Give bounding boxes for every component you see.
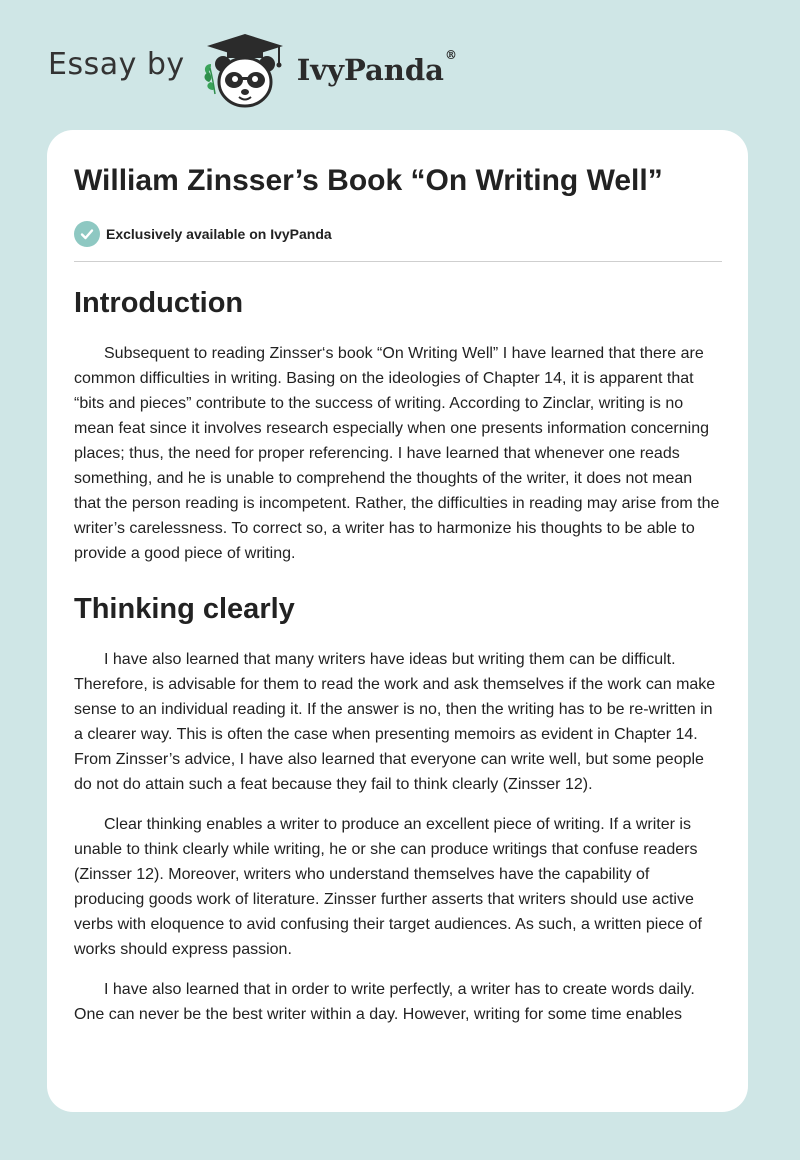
paragraph: Clear thinking enables a writer to produce an excellent piece of writing. If a writer is unable to think clearly while writing, he or she can produce writings that confuse readers (Zinsser 12). Moreover, writers who understand themselves have the capability of producing goods work of literature. Zinsser further asserts that writers should use active verbs with eloquence to avid confusing their target audiences. As such, a written piece of works should express passion. (74, 816, 702, 958)
paragraph: Subsequent to reading Zinsser‘s book “On Writing Well” I have learned that there are common difficulties in writing. Basing on the ideologies of Chapter 14, it is apparent that “bits and pieces” contribute to the success of writing. According to Zinclar, writing is no mean feat since it involves research especially when one presents information concerning places; thus, the need for proper referencing. I have learned that whenever one reads something, and he is unable to comprehend the thoughts of the writer, it does not mean that the person reading is incompetent. Rather, the difficulties in reading may arise from the writer’s carelessness. To correct so, a writer has to harmonize his thoughts to be able to provide a good piece of writing. (74, 345, 720, 562)
exclusive-badge (74, 220, 722, 248)
essay-card (47, 130, 748, 1112)
brand-text: IvyPanda (296, 53, 444, 87)
essay-by-label: Essay by (48, 46, 185, 82)
badge-label: Exclusively available on IvyPanda (106, 226, 332, 242)
divider (74, 261, 722, 262)
section-heading-thinking-clearly: Thinking clearly (74, 593, 295, 625)
brand-name[interactable] (296, 48, 457, 87)
page-title: William Zinsser’s Book “On Writing Well” (74, 164, 663, 197)
site-header (48, 30, 457, 110)
section-heading-introduction: Introduction (74, 287, 244, 319)
registered-mark: ® (444, 48, 457, 63)
paragraph: I have also learned that in order to write perfectly, a writer has to create words daily. One can never be the best writer within a day. However, writing for some time enables (74, 981, 695, 1023)
paragraph: I have also learned that many writers have ideas but writing them can be difficult. Therefore, is advisable for them to read the work and ask themselves if the work can make sense to an individual reading it. If the answer is no, then the writing has to be re-written in a clearer way. This is often the case when presenting memoirs as evident in Chapter 14. From Zinsser’s advice, I have also learned that everyone can write well, but some people do not do attain such a feat because they fail to think clearly (Zinsser 12). (74, 651, 716, 793)
checkmark-icon (74, 221, 100, 247)
essay-content (74, 160, 722, 1027)
panda-logo-icon[interactable] (199, 30, 291, 110)
ivy-leaf-icon (204, 64, 215, 94)
